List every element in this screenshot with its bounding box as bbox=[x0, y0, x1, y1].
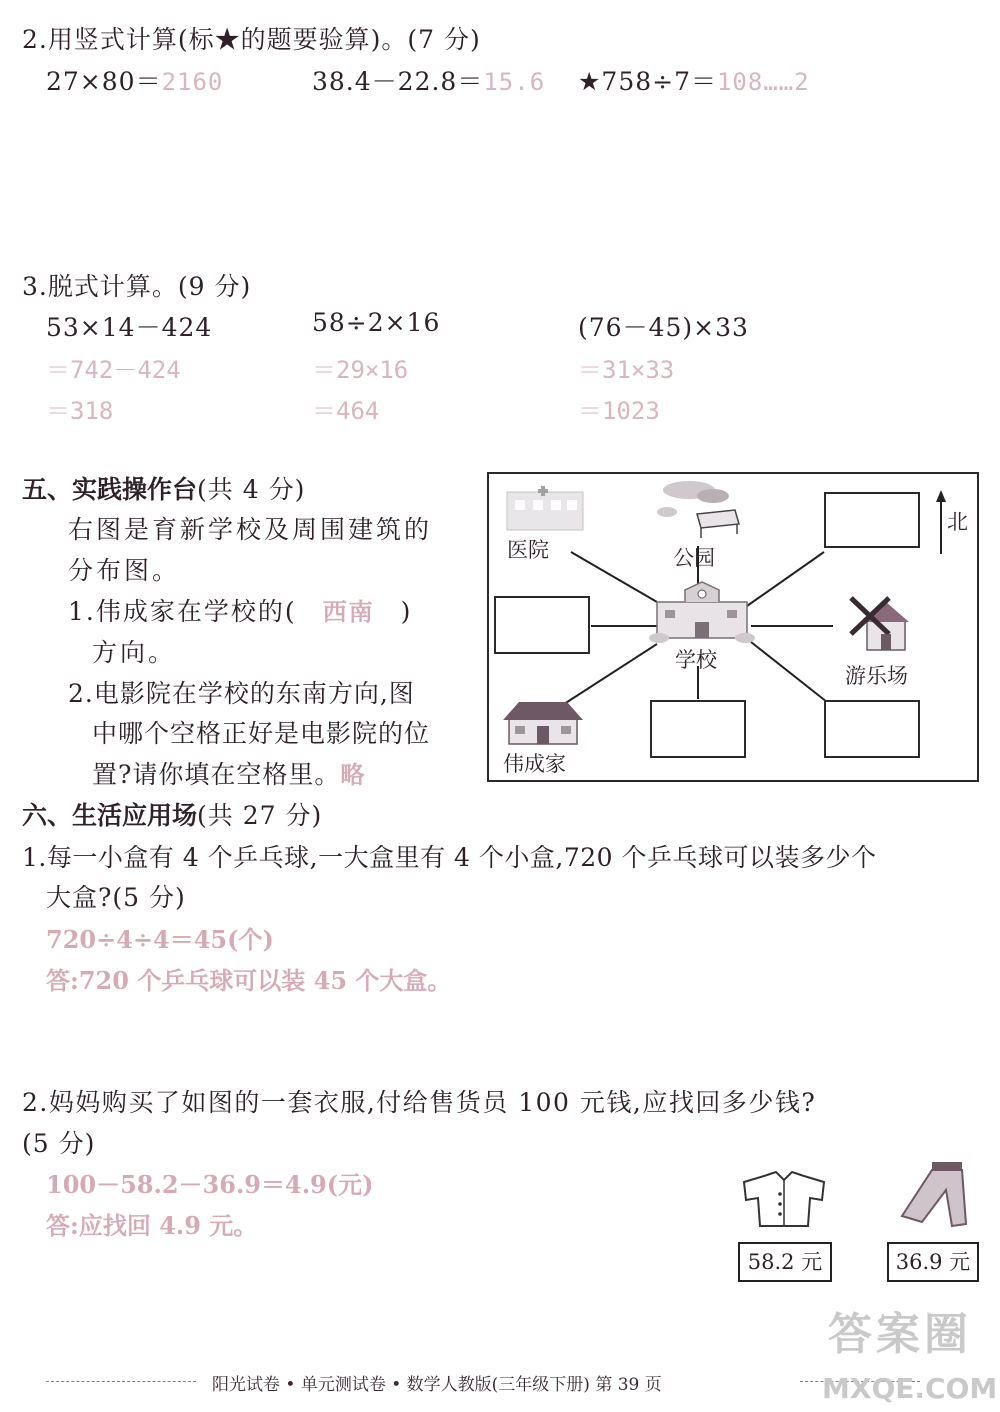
footer-rule-left bbox=[46, 1381, 196, 1382]
section-6-score: (共 27 分) bbox=[197, 801, 323, 830]
q3-step2-1: ＝318 bbox=[46, 397, 114, 425]
section-5-q2-line3 bbox=[92, 755, 365, 791]
s6-problem-2-calc: 100－58.2－36.9＝4.9(元) bbox=[46, 1170, 374, 1199]
school-map bbox=[487, 472, 979, 782]
q3-expr-3: (76－45)×33 bbox=[578, 313, 749, 342]
line-ne bbox=[747, 552, 824, 606]
blank-box-southeast[interactable] bbox=[824, 700, 920, 758]
label-hospital: 医院 bbox=[507, 538, 549, 562]
q3-step1-3: ＝31×33 bbox=[578, 356, 675, 384]
house-icon bbox=[503, 702, 583, 744]
section-6-title: 六、生活应用场 bbox=[22, 801, 198, 830]
question-2-title: 2.用竖式计算(标★的题要验算)。(7 分) bbox=[22, 25, 481, 54]
section-5-intro-1: 右图是育新学校及周围建筑的 bbox=[68, 515, 433, 544]
hospital-icon bbox=[507, 486, 583, 530]
q3-expr-2: 58÷2×16 bbox=[312, 308, 441, 337]
q3-step1-1: ＝742－424 bbox=[46, 356, 181, 384]
s5-q1-suffix: ) bbox=[400, 597, 413, 626]
label-home: 伟成家 bbox=[503, 752, 566, 776]
question-3-title: 3.脱式计算。(9 分) bbox=[22, 272, 252, 301]
q2-expr-1: 27×80＝ bbox=[46, 67, 162, 96]
section-5-q2-line1: 2.电影院在学校的东南方向,图 bbox=[68, 679, 415, 708]
pants-icon bbox=[892, 1160, 974, 1232]
shirt-icon bbox=[738, 1170, 830, 1232]
line-se bbox=[751, 642, 827, 702]
blank-box-northeast[interactable] bbox=[824, 492, 920, 548]
s5-q2-line3-text: 置?请你填在空格里。 bbox=[92, 760, 341, 789]
s6-problem-1-line2: 大盒?(5 分) bbox=[46, 883, 186, 912]
label-north: 北 bbox=[947, 510, 968, 534]
s6-problem-2-line1: 2.妈妈购买了如图的一套衣服,付给售货员 100 元钱,应找回多少钱? bbox=[22, 1088, 817, 1117]
section-5-heading bbox=[22, 470, 305, 506]
q2-answer-3: 108……2 bbox=[716, 68, 810, 96]
s5-q1-answer: 西南 bbox=[322, 597, 375, 626]
q3-step1-2: ＝29×16 bbox=[312, 356, 409, 384]
line-hospital bbox=[571, 552, 657, 602]
pants-price-tag: 36.9 元 bbox=[887, 1242, 979, 1282]
q2-expr-2: 38.4－22.8＝ bbox=[312, 67, 484, 96]
q2-item-3 bbox=[578, 62, 810, 98]
blank-box-west[interactable] bbox=[494, 596, 590, 654]
section-5-q1-line2: 方向。 bbox=[92, 638, 177, 667]
section-5-intro-2: 分布图。 bbox=[68, 556, 181, 585]
section-5-q2-line2: 中哪个空格正好是电影院的位 bbox=[92, 719, 431, 748]
s6-problem-1-answer: 答:720 个乒乓球可以装 45 个大盒。 bbox=[46, 966, 452, 995]
q2-expr-3: ★758÷7＝ bbox=[578, 67, 717, 96]
q2-item-2 bbox=[312, 62, 545, 98]
park-icon bbox=[657, 481, 739, 538]
s6-problem-2-line2: (5 分) bbox=[22, 1129, 96, 1158]
school-building-icon bbox=[649, 582, 755, 643]
shirt-price-tag: 58.2 元 bbox=[738, 1242, 832, 1282]
watermark-url: MXQE.COM bbox=[822, 1372, 998, 1405]
q2-answer-2: 15.6 bbox=[483, 68, 546, 96]
q2-answer-1: 2160 bbox=[161, 68, 224, 96]
q3-step2-2: ＝464 bbox=[312, 397, 380, 425]
q3-expr-1: 53×14－424 bbox=[46, 313, 213, 342]
s5-q2-answer: 略 bbox=[340, 760, 366, 789]
s6-problem-1-line1: 1.每一小盒有 4 个乒乓球,一大盒里有 4 个小盒,720 个乒乓球可以装多少个 bbox=[22, 843, 877, 872]
section-5-q1 bbox=[68, 592, 412, 628]
blank-box-south[interactable] bbox=[650, 700, 746, 758]
q3-step2-3: ＝1023 bbox=[578, 397, 660, 425]
label-park: 公园 bbox=[673, 546, 715, 570]
s5-q1-prefix: 1.伟成家在学校的( bbox=[68, 597, 297, 626]
footer-text: 阳光试卷 • 单元测试卷 • 数学人教版(三年级下册) 第 39 页 bbox=[212, 1375, 662, 1395]
windmill-icon bbox=[851, 598, 909, 650]
label-amusement: 游乐场 bbox=[845, 664, 908, 688]
section-6-heading bbox=[22, 796, 322, 832]
q2-item-1 bbox=[46, 62, 223, 98]
watermark-logo: 答案圈 bbox=[828, 1309, 972, 1360]
section-5-title: 五、实践操作台 bbox=[22, 475, 198, 504]
s6-problem-1-calc: 720÷4÷4＝45(个) bbox=[46, 925, 274, 954]
s6-problem-2-answer: 答:应找回 4.9 元。 bbox=[46, 1211, 258, 1240]
north-arrow-head bbox=[936, 490, 946, 502]
label-school: 学校 bbox=[675, 648, 717, 672]
section-5-score: (共 4 分) bbox=[197, 475, 306, 504]
